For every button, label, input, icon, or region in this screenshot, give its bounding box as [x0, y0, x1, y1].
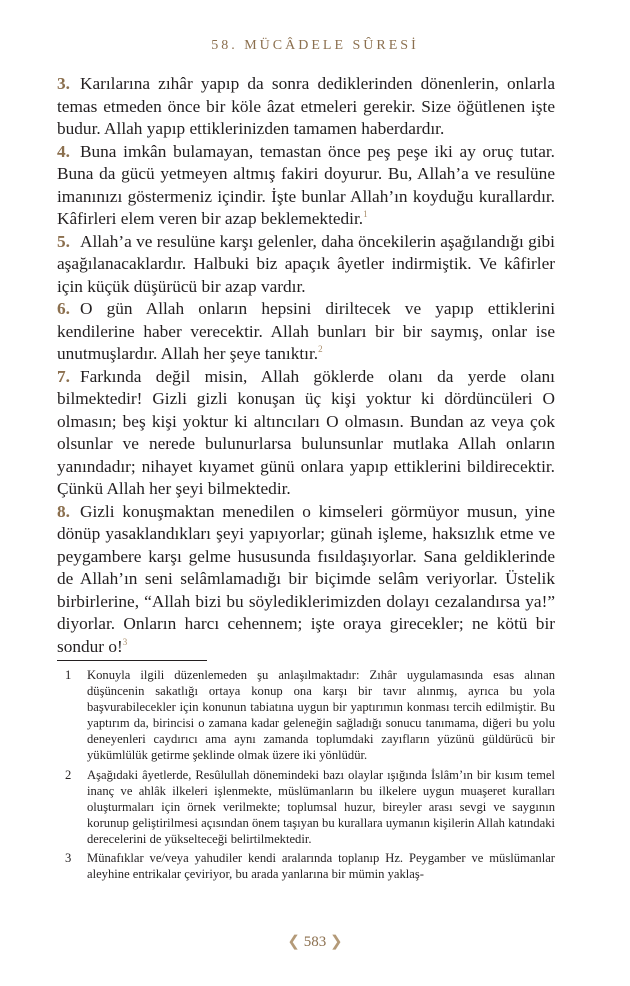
footnote-number: 3	[65, 851, 72, 866]
page-number	[0, 932, 630, 951]
verse	[57, 501, 555, 659]
verse	[57, 231, 555, 299]
verse-text: Karılarına zıhâr yapıp da sonra dediklerinden dönenlerin, onlarla temas etmeden önce bir köle âzat etmeleri gerekir. Size öğütlenen işte budur. Allah yapıp ettiklerinizden tamamen haberdardır.	[57, 74, 555, 138]
verse	[57, 73, 555, 141]
footnote	[57, 850, 555, 882]
verse-number: 8.	[57, 501, 70, 521]
verse-text: Gizli konuşmaktan menedilen o kimseleri görmüyor musun, yine dönüp yasaklandıkları şeyi yapıyorlar; günah işleme, haksızlık etme ve peygambere karşı gelme hususunda fısıldaşıyorlar. Sana geldiklerinde de Allah’ın seni selâmlamadığı bir biçimde selâm veriyorlar. Üstelik birbirlerine, “Allah bizi bu söylediklerimizden dolayı cezalandırsa ya!” diyorlar. Onların harcı cehennem; işte oraya girecekler; ne kötü bir sondur o!	[57, 501, 555, 656]
footnote-number: 2	[65, 767, 72, 782]
verse-text: Allah’a ve resulüne karşı gelenler, daha öncekilerin aşağılandığı gibi aşağılanacaklardır. Halbuki biz apaçık âyetler indirmiştik. Ve kâfirler için küçük düşürücü bir azap vardır.	[57, 231, 555, 296]
ornament-right-icon: ❯	[330, 934, 343, 950]
verse-text: Farkında değil misin, Allah göklerde olanı da yerde olanı bilmektedir! Gizli gizli konuşan üç kişi yoktur ki dördüncüleri O olmasın; beş kişi yoktur ki altıncıları O olmasın. Bundan az veya çok olsunlar ve nerede bulunurlarsa bulunsunlar mutlaka Allah onların yanındadır; nihayet kıyamet günü onlara yapıp ettiklerini bildirecektir. Çünkü Allah her şeyi bilmektedir.	[57, 366, 555, 498]
footnote-text: Münafıklar ve/veya yahudiler kendi aralarında toplanıp Hz. Peygamber ve müslümanlar aleyhine entrikalar çeviriyor, bu arada yanlarına bir mümin yaklaş-	[87, 851, 555, 882]
verse-text: O gün Allah onların hepsini diriltecek ve yapıp ettiklerini kendilerine haber verecektir. Allah bunları bir bir saymış, onlar ise unutmuşlardır. Allah her şeye tanıktır.	[57, 299, 555, 363]
verse-number: 3.	[57, 74, 70, 93]
verse	[57, 298, 555, 366]
footnote-text: Aşağıdaki âyetlerde, Resûlullah dönemindeki bazı olaylar ışığında İslâm’ın bir kısım temel inanç ve ahlâk ilkeleri işlenmekte, müslümanların bu ilkelere uygun muaşeret kuralları oluşturmaları için örnek verilmekte; toplumsal huzur, bireyler arası sevgi ve saygının korunup geliştirilmesi açısından önem taşıyan bu kurallara uymanın kişilerin Allah katındaki derecelerini de yükselteceği belirtilmektedir.	[87, 767, 555, 846]
verse-number: 7.	[57, 366, 70, 386]
verse-number: 5.	[57, 231, 70, 251]
verse-block	[57, 73, 555, 658]
footnotes	[57, 667, 555, 885]
footnote-marker[interactable]: 2	[318, 344, 323, 355]
running-header: 58. MÜCÂDELE SÛRESİ	[211, 38, 419, 53]
verse-number: 4.	[57, 141, 70, 161]
footnote-marker[interactable]: 3	[122, 636, 128, 647]
page-number-text: 583	[303, 934, 327, 950]
verse	[57, 141, 555, 231]
footnote-divider	[57, 660, 207, 661]
footnote-text: Konuyla ilgili düzenlemeden şu anlaşılmaktadır: Zıhâr uygulamasında esas alınan düşüncenin sakatlığı ortaya konup ona karşı bir tavır alınmış, ayrıca bu yola başvurabilecekler için konunun tabiatına uygun bir yaptırımın konması tercih edilmiştir. Bu yaptırım da, birincisi o zamana kadar geleneğin sağladığı sonucu tanımama, diğeri bu yolu deneyenleri caydırıcı ama aynı zamanda toplumdaki zayıfların yüzünü güldürücü bir yükümlülük getirme şeklinde olmak üzere iki yönlüdür.	[87, 668, 555, 763]
verse-text: Buna imkân bulamayan, temastan önce peş peşe iki ay oruç tutar. Buna da gücü yetmeyen altmış fakiri doyurur. Bu, Allah’a ve resulüne imanınızı göstermeniz içindir. İşte bunlar Allah’ın koyduğu kurallardır. Kâfirleri elem veren bir azap beklemektedir.	[57, 141, 555, 228]
footnote-marker[interactable]: 1	[363, 209, 368, 220]
ornament-left-icon: ❮	[287, 934, 300, 950]
verse	[57, 366, 555, 501]
footnote	[57, 767, 555, 847]
footnote-number: 1	[65, 668, 72, 682]
footnote	[57, 667, 555, 764]
verse-number: 6.	[57, 299, 70, 318]
